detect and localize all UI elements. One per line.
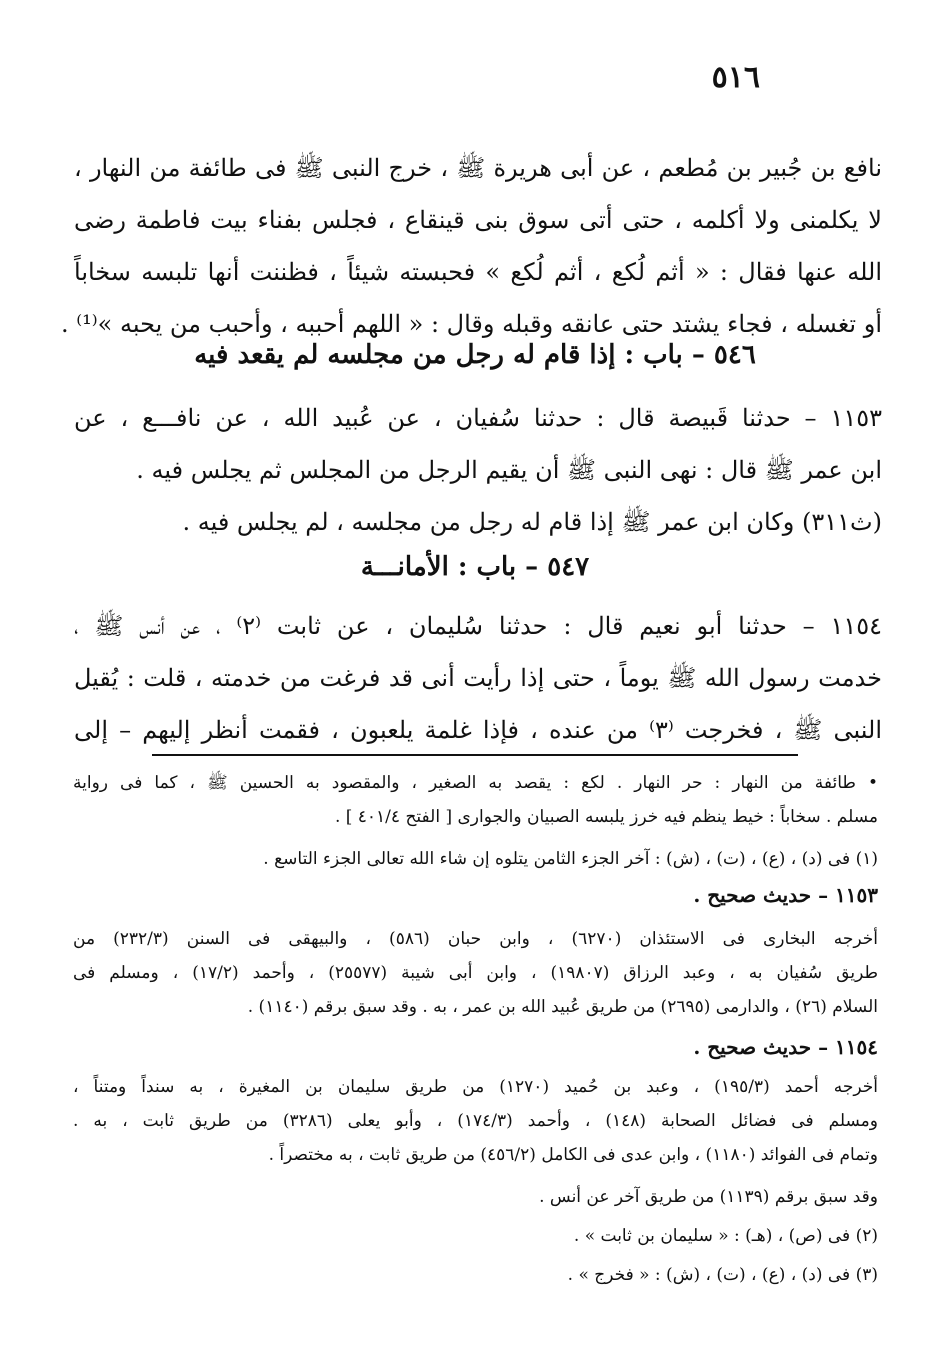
- footnote-prev-ref: وقد سبق برقم (١١٣٩) من طريق آخر عن أنس .: [539, 1187, 878, 1207]
- footnote-3: (٣) فى (د) ، (ع) ، (ت) ، (ش) : « فخرج » .: [567, 1265, 878, 1285]
- text-line: ابن عمر ﷺ قال : نهى النبى ﷺ أن يقيم الرجل من المجلس ثم يجلس فيه .: [136, 456, 882, 484]
- hadith-1154: [74, 600, 882, 756]
- footnote-heading-1154: ١١٥٤ – حديث صحيح .: [693, 1035, 878, 1059]
- footnote-1: (١) فى (د) ، (ع) ، (ت) ، (ش) : آخر الجزء الثامن يتلوه إن شاء الله تعالى الجزء التاسع .: [263, 849, 878, 869]
- text-line: (ث٣١١) وكان ابن عمر ﷺ إذا قام له رجل من مجلسه ، لم يجلس فيه .: [182, 508, 882, 536]
- intro-paragraph: [61, 142, 882, 350]
- page-number: ٥١٦: [711, 60, 760, 95]
- text-line: الله عنها فقال : « أثم لُكع ، أثم لُكع » فحبسته شيئاً ، فظننت أنها تلبسه سخاباً: [74, 258, 882, 286]
- hadith-1153: [74, 392, 882, 548]
- gloss-line: • طائفة من النهار : حر النهار . لكع : يقصد به الصغير ، والمقصود به الحسين ﷺ ، كما فى رواية: [73, 773, 878, 793]
- takhrij-line: طريق سُفيان به ، وعبد الرزاق (١٩٨٠٧) ، وابن أبى شيبة (٢٥٥٧٧) ، وأحمد (١٧/٢) ، ومسلم فى: [73, 963, 878, 983]
- gloss-line: مسلم . سخاباً : خيط ينظم فيه خرز يلبسه الصبيان والجوارى [ الفتح ٤٠١/٤ ] .: [334, 807, 878, 827]
- footnote-heading-1153: ١١٥٣ – حديث صحيح .: [693, 883, 878, 907]
- text-line: ١١٥٤ – حدثنا أبو نعيم قال : حدثنا سُليمان ، عن ثابت ⁽٢⁾ ، عن أنس ﷺ ،: [74, 612, 882, 640]
- takhrij-line: وتمام فى الفوائد (١١٨٠) ، وابن عدى فى الكامل (٤٥٦/٢) من طريق ثابت ، به مختصراً .: [268, 1145, 878, 1165]
- text-line: لا يكلمنى ولا أكلمه ، حتى أتى سوق بنى قينقاع ، فجلس بفناء بيت فاطمة رضى: [74, 206, 882, 234]
- chapter-heading-547: ٥٤٧ – باب : الأمانـــة: [360, 552, 590, 582]
- text-line: ١١٥٣ – حدثنا قَبيصة قال : حدثنا سُفيان ، عن عُبيد الله ، عن نافـــع ، عن: [74, 404, 882, 432]
- footnote-divider: [152, 754, 798, 756]
- chapter-heading-546: ٥٤٦ – باب : إذا قام له رجل من مجلسه لم يقعد فيه: [194, 340, 756, 370]
- text-line: أو تغسله ، فجاء يشتد حتى عانقه وقبله وقال : « اللهم أحببه ، وأحبب من يحبه »⁽¹⁾ .: [61, 310, 882, 338]
- text-line: النبى ﷺ ، فخرجت ⁽٣⁾ من عنده ، فإذا غلمة يلعبون ، فقمت أنظر إليهم – إلى: [74, 716, 882, 744]
- text-line: نافع بن جُبير بن مُطعم ، عن أبى هريرة ﷺ ، خرج النبى ﷺ فى طائفة من النهار ،: [74, 154, 882, 182]
- takhrij-line: أخرجه البخارى فى الاستئذان (٦٢٧٠) ، وابن حبان (٥٨٦) ، والبيهقى فى السنن (٢٣٢/٣) من: [73, 929, 878, 949]
- takhrij-line: أخرجه أحمد (١٩٥/٣) ، وعبد بن حُميد (١٢٧٠) من طريق سليمان بن المغيرة ، به سنداً ومتناً ،: [73, 1077, 878, 1097]
- footnote-2: (٢) فى (ص) ، (هـ) : « سليمان بن ثابت » .: [573, 1226, 878, 1246]
- takhrij-line: السلام (٢٦) ، والدارمى (٢٦٩٥) من طريق عُبيد الله بن عمر ، به . وقد سبق برقم (١١٤٠) .: [247, 997, 878, 1017]
- takhrij-line: ومسلم فى فضائل الصحابة (١٤٨) ، وأحمد (١٧٤/٣) ، وأبو يعلى (٣٢٨٦) من طريق ثابت ، به .: [73, 1111, 878, 1131]
- text-line: خدمت رسول الله ﷺ يوماً ، حتى إذا رأيت أنى قد فرغت من خدمته ، قلت : يُقيل: [74, 664, 882, 692]
